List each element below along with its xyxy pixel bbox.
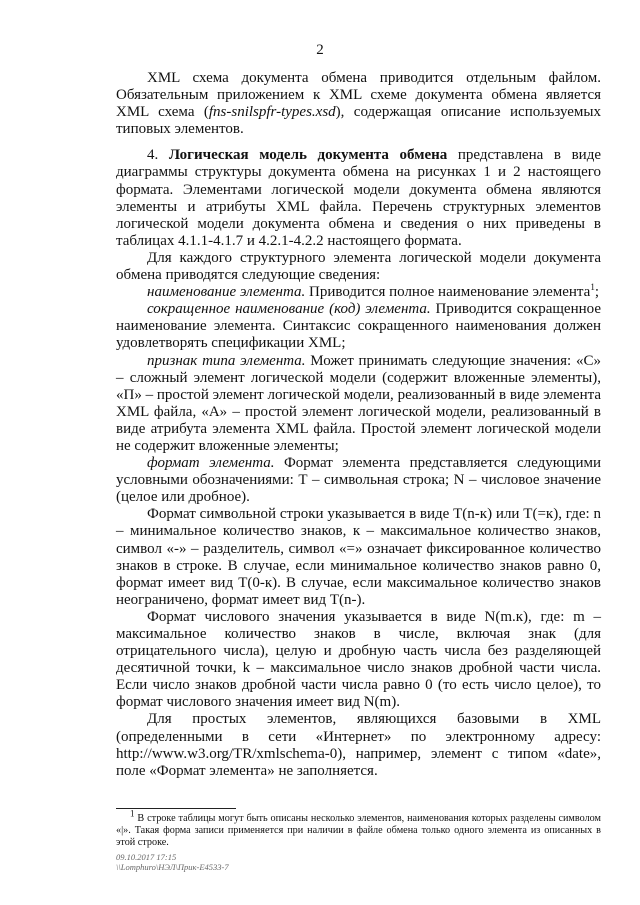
paragraph-numeric-format: Формат числового значения указывается в виде N(m.к), где: m – максимальное количество знаков в числе, включая знак (для отрицательного числа), целую и дробную часть числа без разделяющей десятичной точки, k – максимальное число знаков дробной части числа. Если число знаков дробной части числа равно 0 (то есть число целое), то формат числового значения имеет вид N(m).	[116, 608, 601, 711]
term-element-format: формат элемента.	[147, 455, 275, 472]
paragraph-element-type: признак типа элемента. Может принимать следующие значения: «С» – сложный элемент логической модели (содержит вложенные элементы), «П» – простой элемент логической модели, реализованный в виде элемента XML файла, «А» – простой элемент логической модели, реализованный в виде атрибута элемента XML файла. Простой элемент логической модели не содержит вложенные элементы;	[116, 352, 601, 454]
footnote-mark: 1	[130, 808, 135, 819]
schema-file-name: fns-snilspfr-types.xsd	[208, 104, 336, 121]
footnote	[116, 808, 601, 849]
stamp-path: \\Lomphuro\НЭЛ\Прик-Е4533-7	[116, 862, 229, 872]
footnote-reference: 1	[590, 282, 595, 293]
print-stamp	[116, 852, 229, 872]
paragraph-element-code: сокращенное наименование (код) элемента. Приводится сокращенное наименование элемента. Синтаксис сокращенного наименования должен удовлетворять спецификации XML;	[116, 301, 601, 352]
document-body	[116, 70, 601, 780]
paragraph-element-name: наименование элемента. Приводится полное наименование элемента$^1$;	[147, 282, 599, 301]
paragraph-string-format: Формат символьной строки указывается в виде Т(n-к) или Т(=к), где: n – минимальное количество знаков, к – максимальное количество знаков, символ «-» – разделитель, символ «=» означает фиксированное количество знаков в строке. В случае, если минимальное количество знаков равно 0, формат имеет вид Т(0-к). В случае, если максимальное количество знаков неограничено, формат имеет вид Т(n-).	[116, 506, 601, 608]
page-number: 2	[316, 42, 324, 58]
paragraph-element-format: формат элемента. Формат элемента представляется следующими условными обозначениями: Т – символьная строка; N – числовое значение (целое или дробное).	[116, 455, 601, 506]
footnote-text: В строке таблицы могут быть описаны несколько элементов, наименования которых разделены символом «|». Такая форма записи применяется при наличии в файле обмена только одного элемента из описанных в этой строке.	[116, 813, 601, 848]
paragraph-base-types: Для простых элементов, являющихся базовыми в XML (определенными в сети «Интернет» по электронному адресу: http://www.w3.org/TR/xmlschema-0), например, элемент с типом «date», поле «Формат элемента» не заполняется.	[116, 711, 601, 779]
term-element-code: сокращенное наименование (код) элемента.	[147, 301, 431, 318]
term-element-name: наименование элемента.	[147, 284, 306, 301]
stamp-date: 09.10.2017 17:15	[116, 852, 177, 862]
paragraph-element-info-intro: Для каждого структурного элемента логической модели документа обмена приводятся следующие сведения:	[116, 249, 601, 284]
paragraph-logical-model: 4. Логическая модель документа обмена представлена в виде диаграммы структуры документа обмена на рисунках 1 и 2 настоящего формата. Элементами логической модели документа обмена являются элементы и атрибуты XML файла. Перечень структурных элементов логической модели документа обмена и сведения о них приведены в таблицах 4.1.1-4.1.7 и 4.2.1-4.2.2 настоящего формата.	[116, 147, 601, 249]
section-heading: Логическая модель документа обмена	[168, 147, 448, 164]
term-element-type: признак типа элемента.	[147, 352, 306, 369]
paragraph-xml-schema: XML схема документа обмена приводится отдельным файлом. Обязательным приложением к XML схеме документа обмена является XML схема (fns-snilspfr-types.xsd), содержащая описание используемых типовых элементов.	[116, 70, 602, 138]
